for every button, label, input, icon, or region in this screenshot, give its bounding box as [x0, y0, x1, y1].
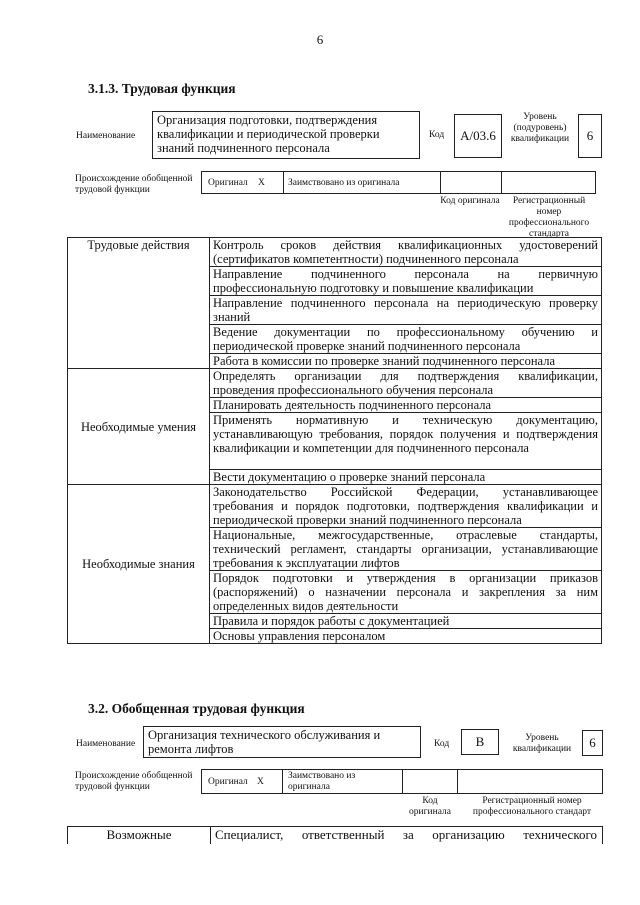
- general-function-name-box: [143, 726, 421, 758]
- section-heading-3-1-3: 3.1.3. Трудовая функция: [88, 81, 236, 96]
- level-box-2: [582, 730, 603, 756]
- origin-divider-6: [457, 770, 458, 793]
- registration-caption-2: Регистрационный номер профессионального стандарт: [472, 796, 592, 817]
- function-name-box: [152, 111, 420, 159]
- knowledge-item: Законодательство Российской Федерации, устанавливающее требования и порядок подготовки, подтверждения квалификации и периодической проверки знаний подчиненного персонала: [210, 485, 602, 528]
- origin-divider-5: [402, 770, 403, 793]
- action-item: Направление подчиненного персонала на первичную профессиональную подготовку и повышение квалификации: [210, 267, 602, 296]
- action-item: Ведение документации по профессиональному обучению и периодической проверке знаний подчиненного персонала: [210, 325, 602, 354]
- registration-caption: Регистрационный номер профессионального стандарта: [508, 196, 590, 239]
- origin-row-2: [201, 769, 603, 794]
- code-value: A/03.6: [460, 128, 496, 143]
- knowledge-item: Правила и порядок работы с документацией: [210, 614, 602, 629]
- code-label-2: Код: [434, 739, 450, 749]
- knowledge-item: Основы управления персоналом: [210, 629, 602, 644]
- function-table: [67, 237, 602, 644]
- possible-divider: [210, 827, 211, 844]
- possible-positions-value: Специалист, ответственный за организацию технического: [215, 827, 597, 842]
- actions-label: Трудовые действия: [68, 238, 210, 369]
- origin-label: Происхождение обобщенной трудовой функции: [75, 174, 193, 195]
- borrowed-label: Заимствовано из оригинала: [288, 178, 400, 188]
- function-name-value: Организация подготовки, подтверждения квалификации и периодической проверки знаний подчиненного персонала: [157, 113, 380, 155]
- table-row: [68, 485, 602, 528]
- borrowed-label-2: Заимствовано из оригинала: [288, 771, 356, 792]
- name-label-2: Наименование: [76, 739, 136, 749]
- origin-divider-3: [501, 172, 502, 193]
- origin-divider-4: [282, 770, 283, 793]
- origin-label-2: Происхождение обобщенной трудовой функции: [75, 771, 193, 792]
- code-original-caption: Код оригинала: [440, 196, 500, 206]
- skill-item: Вести документацию о проверке знаний персонала: [210, 470, 602, 485]
- general-function-name-value: Организация технического обслуживания и ремонта лифтов: [148, 728, 381, 756]
- level-label-2: Уровень квалификации: [512, 733, 572, 754]
- level-label: Уровень (подуровень) квалификации: [510, 112, 570, 144]
- origin-divider-2: [440, 172, 441, 193]
- code-value-2: B: [475, 734, 485, 749]
- action-item: Работа в комиссии по проверке знаний подчиненного персонала: [210, 354, 602, 369]
- skill-item: Определять организации для подтверждения квалификации, проведения профессионального обучения персонала: [210, 369, 602, 398]
- knowledge-label: Необходимые знания: [68, 485, 210, 644]
- page-number: 6: [316, 32, 324, 47]
- table-row: [68, 238, 602, 267]
- knowledge-item: Порядок подготовки и утверждения в организации приказов (распоряжений) о назначении персонала и закрепления за ним определенных видов деятельности: [210, 571, 602, 614]
- possible-positions-label: Возможные: [106, 827, 172, 842]
- code-box-2: [461, 729, 499, 755]
- level-value-2: 6: [589, 735, 596, 750]
- origin-divider-1: [283, 172, 284, 193]
- original-mark-2: X: [257, 777, 264, 787]
- original-label-2: Оригинал: [208, 777, 248, 787]
- action-item: Контроль сроков действия квалификационных удостоверений (сертификатов компетентности) подчиненного персонала: [210, 238, 602, 267]
- level-value: 6: [586, 128, 594, 143]
- code-label: Код: [429, 130, 445, 140]
- origin-row: [201, 171, 596, 194]
- action-item: Направление подчиненного персонала на периодическую проверку знаний: [210, 296, 602, 325]
- section-heading-3-2: 3.2. Обобщенная трудовая функция: [88, 701, 305, 716]
- original-label: Оригинал: [208, 178, 248, 188]
- skill-item: Применять нормативную и техническую документацию, устанавливающую требования, порядок получения и подтверждения квалификации и компетенции для подчиненного персонала: [210, 413, 602, 470]
- level-box: [578, 114, 602, 158]
- code-original-caption-2: Код оригинала: [409, 796, 451, 817]
- skill-item: Планировать деятельность подчиненного персонала: [210, 398, 602, 413]
- code-box: [454, 114, 502, 158]
- original-mark: X: [258, 178, 265, 188]
- possible-positions-row: [67, 826, 603, 844]
- skills-label: Необходимые умения: [68, 369, 210, 485]
- table-row: [68, 369, 602, 398]
- name-label: Наименование: [76, 131, 136, 141]
- knowledge-item: Национальные, межгосударственные, отраслевые стандарты, технический регламент, стандарты организации, устанавливающие требования к эксплуатации лифтов: [210, 528, 602, 571]
